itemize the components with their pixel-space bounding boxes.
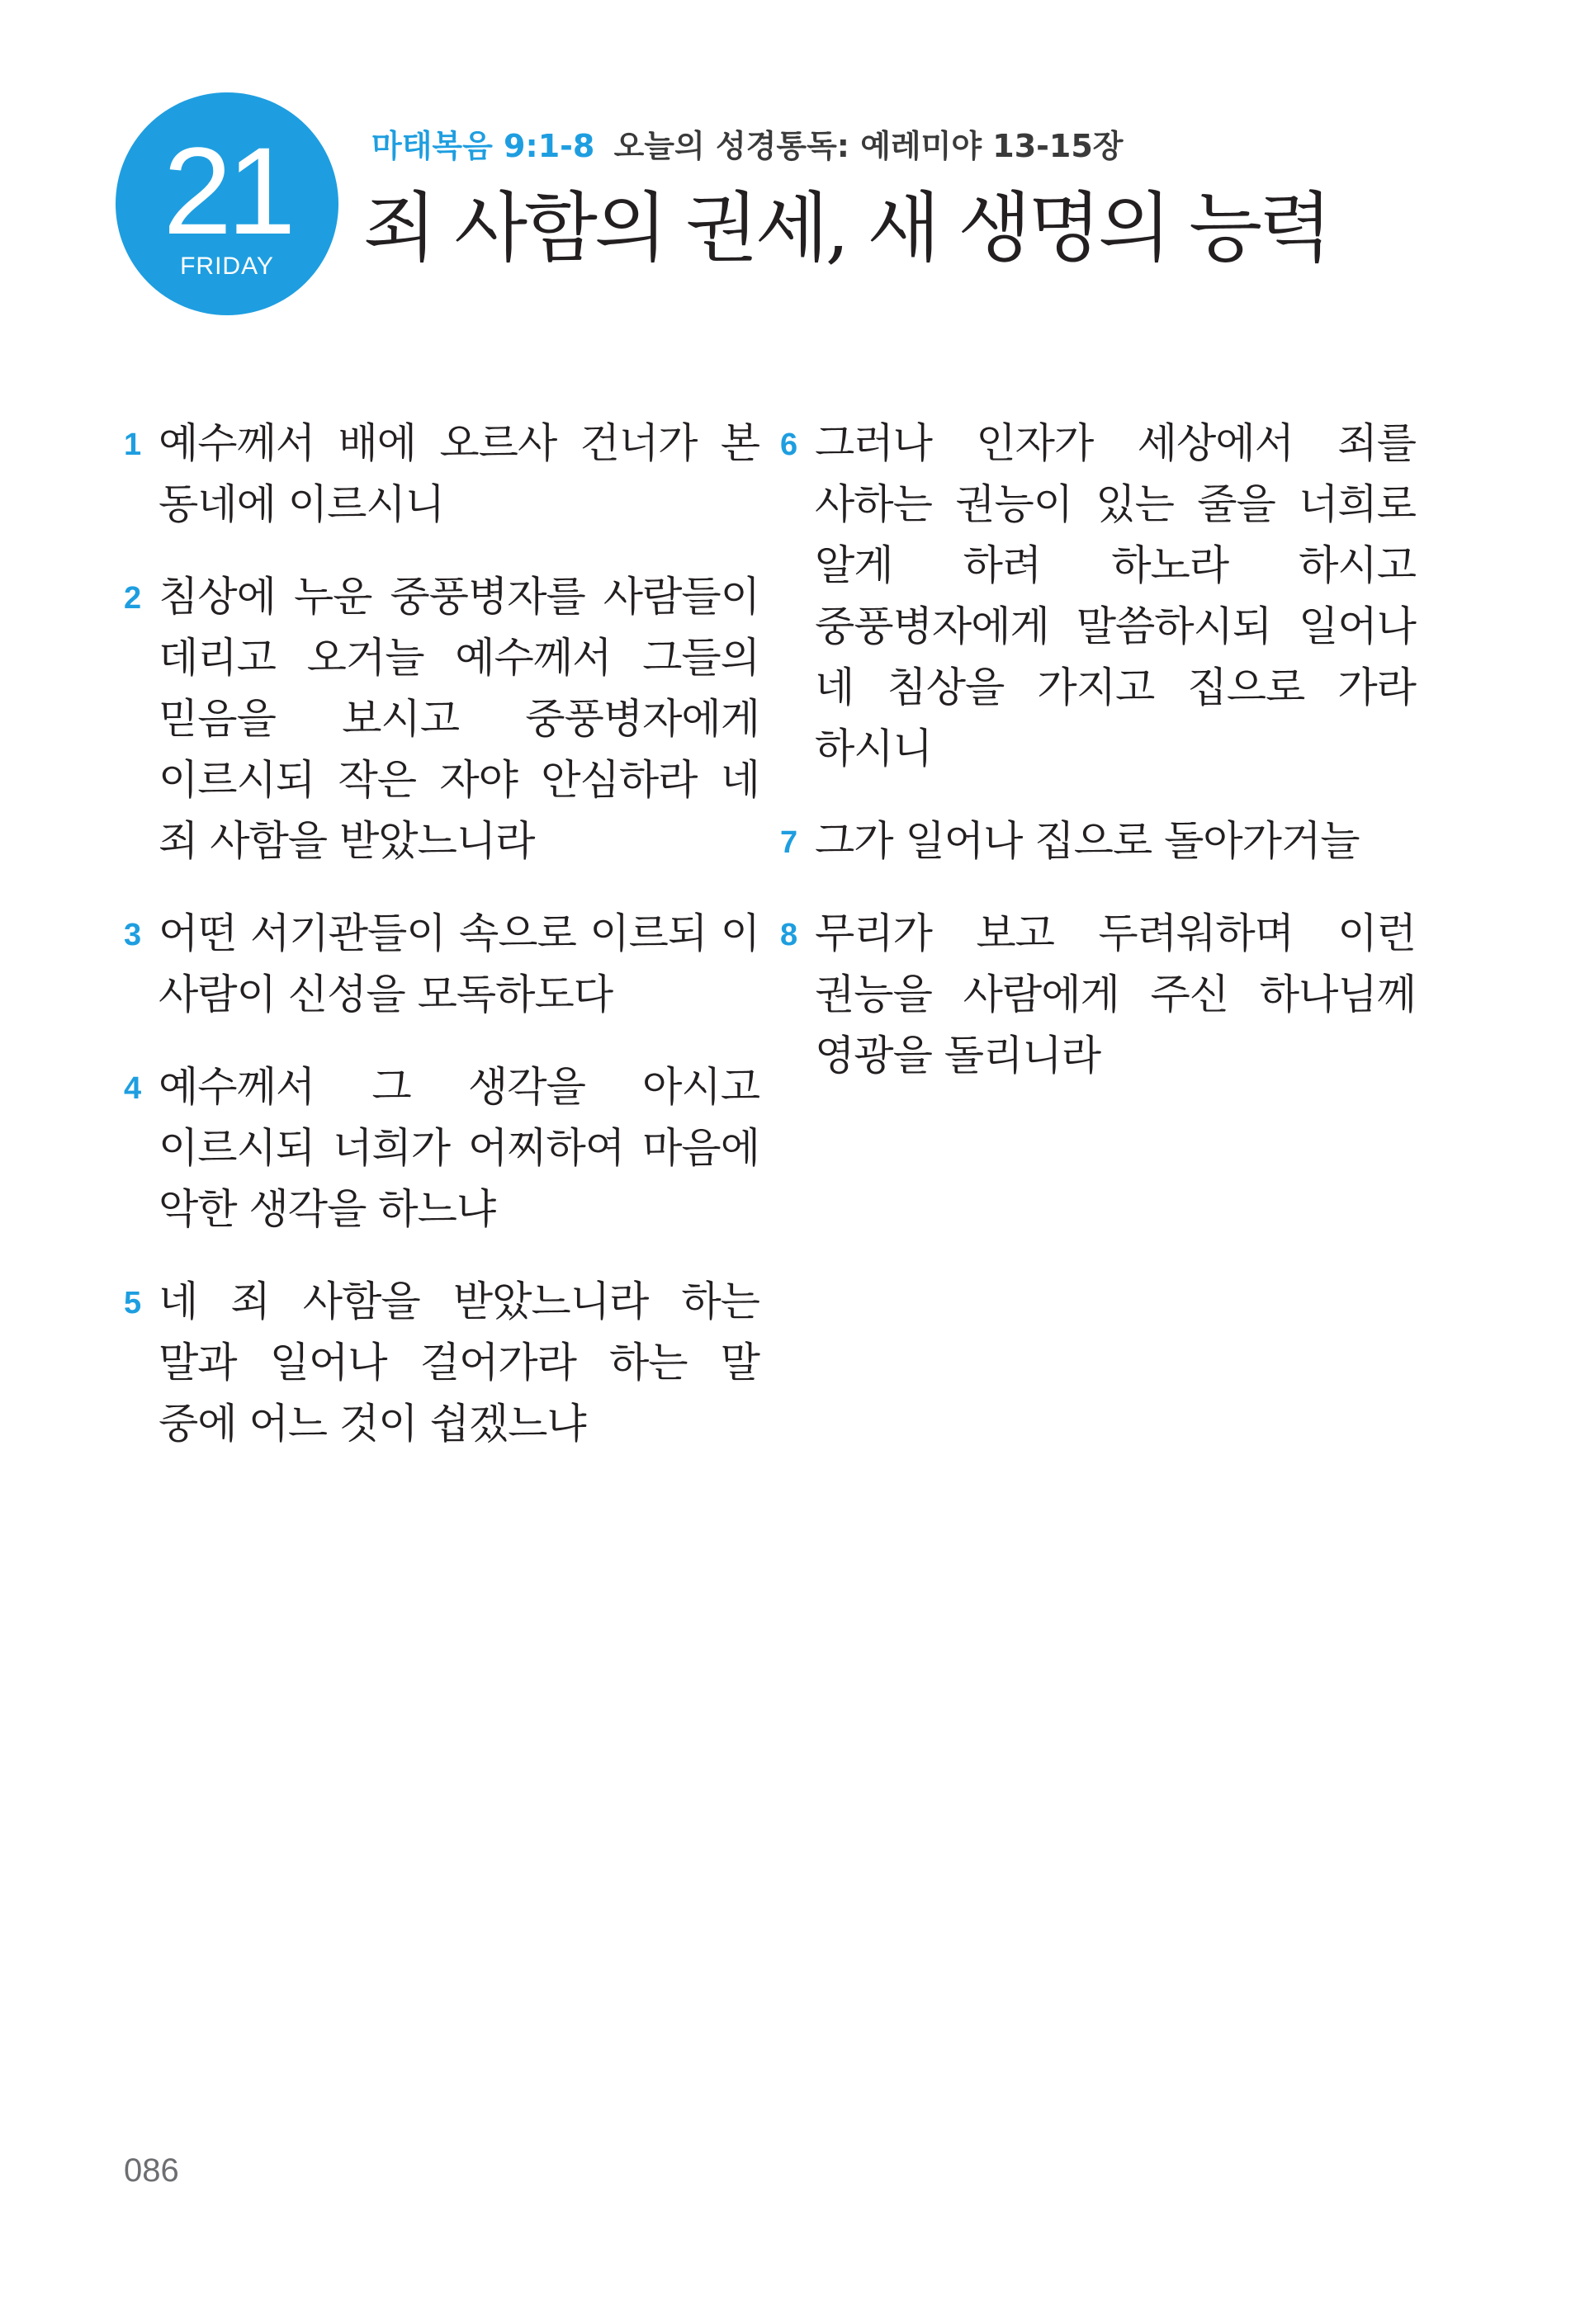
verse-number: 8 (780, 918, 798, 952)
verse-number: 5 (124, 1286, 142, 1320)
verse-number: 3 (124, 918, 142, 952)
subhead (371, 125, 1124, 167)
verse-number: 6 (780, 427, 798, 462)
verse-column-right (780, 413, 1416, 1117)
page-number: 086 (124, 2152, 179, 2189)
verse-text: 무리가 보고 두려워하며 이런 권능을 사람에게 주신 하나님께 영광을 돌리니라 (815, 909, 1416, 1079)
date-day: 21 (163, 121, 291, 260)
verse-text: 어떤 서기관들이 속으로 이르되 이 사람이 신성을 모독하도다 (158, 909, 759, 1018)
verse-text: 그러나 인자가 세상에서 죄를 사하는 권능이 있는 줄을 너희로 알게 하려 하노라 하시고 중풍병자에게 말씀하시되 일어나 네 침상을 가지고 집으로 가라 하시니 (815, 419, 1416, 772)
verse-7 (780, 810, 1416, 872)
verse-column-left (124, 413, 759, 1486)
scripture-reference: 마태복음 9:1-8 (371, 128, 595, 164)
page-title: 죄 사함의 권세, 새 생명의 능력 (363, 184, 1329, 272)
verse-4 (124, 1056, 759, 1240)
verse-number: 7 (780, 825, 798, 860)
verse-text: 침상에 누운 중풍병자를 사람들이 데리고 오거늘 예수께서 그들의 믿음을 보시고 중풍병자에게 이르시되 작은 자야 안심하라 네 죄 사함을 받았느니라 (158, 573, 759, 865)
verse-text: 예수께서 그 생각을 아시고 이르시되 너희가 어찌하여 마음에 악한 생각을 하느냐 (158, 1063, 759, 1233)
reading-plan: 오늘의 성경통독: 예레미야 13-15장 (613, 128, 1124, 164)
verse-number: 4 (124, 1071, 142, 1106)
verse-2 (124, 566, 759, 872)
verse-text: 예수께서 배에 오르사 건너가 본 동네에 이르시니 (158, 419, 759, 528)
verse-number: 1 (124, 427, 142, 462)
date-weekday: FRIDAY (180, 253, 274, 280)
verse-3 (124, 903, 759, 1025)
verse-text: 그가 일어나 집으로 돌아가거늘 (815, 817, 1360, 865)
verse-text: 네 죄 사함을 받았느니라 하는 말과 일어나 걸어가라 하는 말 중에 어느 것이 쉽겠느냐 (158, 1278, 759, 1448)
date-badge (116, 92, 338, 315)
verse-number: 2 (124, 581, 142, 616)
verse-6 (780, 413, 1416, 779)
verse-5 (124, 1271, 759, 1454)
verse-1 (124, 413, 759, 535)
verse-8 (780, 903, 1416, 1086)
